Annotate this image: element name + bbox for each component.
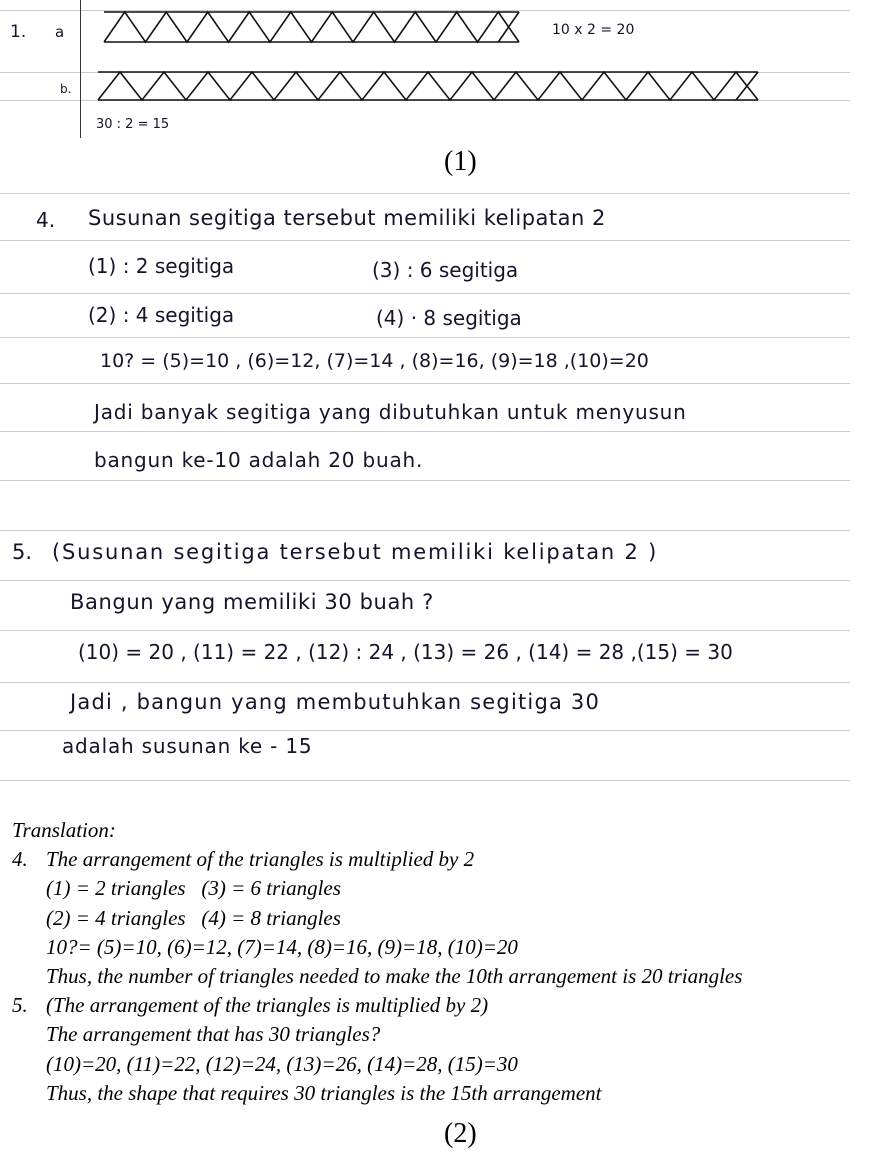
figure-2-caption: (2): [444, 1118, 477, 1149]
q4-case-2: (2) : 4 segitiga: [88, 303, 235, 327]
q4-conclusion-1: Jadi banyak segitiga yang dibutuhkan untuk menyusun: [94, 400, 687, 424]
ruled-line: [0, 193, 850, 194]
translation-q5-line-1: (The arrangement of the triangles is multiplied by 2): [46, 993, 489, 1018]
q4-case-1: (1) : 2 segitiga: [88, 254, 235, 278]
calc-a: 10 x 2 = 20: [552, 22, 635, 38]
translation-q5-line-4: Thus, the shape that requires 30 triangles is the 15th arrangement: [46, 1080, 602, 1105]
q5-conclusion-2: adalah susunan ke - 15: [62, 734, 313, 758]
q4-line-1: Susunan segitiga tersebut memiliki kelipatan 2: [88, 206, 606, 230]
ruled-line: [0, 240, 850, 241]
ruled-line: [0, 431, 850, 432]
figure-1-caption: (1): [444, 146, 477, 177]
question-number: 1.: [10, 22, 27, 42]
translation-q4-number: 4.: [12, 847, 28, 872]
translation-q5-line-2: The arrangement that has 30 triangles?: [46, 1022, 381, 1047]
q4-case-3: (3) : 6 segitiga: [372, 258, 519, 282]
ruled-line: [0, 383, 850, 384]
q4-sequence: 10? = (5)=10 , (6)=12, (7)=14 , (8)=16, (9)=18 ,(10)=20: [100, 350, 649, 372]
ruled-line: [0, 630, 850, 631]
ruled-line: [0, 337, 850, 338]
translation-q4-line-3: (2) = 4 triangles (4) = 8 triangles: [46, 905, 341, 930]
triangle-zigzag: [104, 12, 519, 42]
triangle-row-a: [104, 12, 519, 42]
strip-edge: [104, 12, 519, 42]
q5-conclusion-1: Jadi , bangun yang membutuhkan segitiga 30: [70, 690, 601, 714]
q4-number: 4.: [36, 208, 56, 232]
q5-line-2: Bangun yang memiliki 30 buah ?: [70, 590, 434, 614]
calc-b: 30 : 2 = 15: [96, 117, 170, 132]
translation-block: [12, 816, 862, 1108]
ruled-line: [0, 293, 850, 294]
translation-title: Translation:: [12, 818, 116, 842]
translation-q4-line-5: Thus, the number of triangles needed to make the 10th arrangement is 20 triangles: [46, 964, 743, 989]
ruled-line: [0, 580, 850, 581]
q4-conclusion-2: bangun ke-10 adalah 20 buah.: [94, 448, 424, 472]
ruled-line: [0, 530, 850, 531]
translation-q4-line-2: (1) = 2 triangles (3) = 6 triangles: [46, 876, 341, 901]
part-a-label: a: [55, 23, 65, 41]
ruled-line: [0, 682, 850, 683]
triangle-zigzag: [98, 72, 758, 100]
ruled-line: [0, 480, 850, 481]
ruled-line: [0, 730, 850, 731]
q4-case-4: (4) · 8 segitiga: [376, 306, 522, 330]
translation-q4-line-4: 10?= (5)=10, (6)=12, (7)=14, (8)=16, (9)=18, (10)=20: [46, 934, 518, 959]
q5-line-1: (Susunan segitiga tersebut memiliki kelipatan 2 ): [52, 540, 659, 564]
part-b-label: b.: [60, 82, 72, 96]
ruled-line: [0, 780, 850, 781]
translation-q4-line-1: The arrangement of the triangles is multiplied by 2: [46, 847, 475, 872]
q5-sequence: (10) = 20 , (11) = 22 , (12) : 24 , (13) = 26 , (14) = 28 ,(15) = 30: [78, 640, 733, 664]
triangle-row-b: [98, 72, 758, 100]
q5-number: 5.: [12, 540, 33, 564]
translation-q5-line-3: (10)=20, (11)=22, (12)=24, (13)=26, (14)=28, (15)=30: [46, 1051, 518, 1076]
translation-q5-number: 5.: [12, 993, 28, 1018]
